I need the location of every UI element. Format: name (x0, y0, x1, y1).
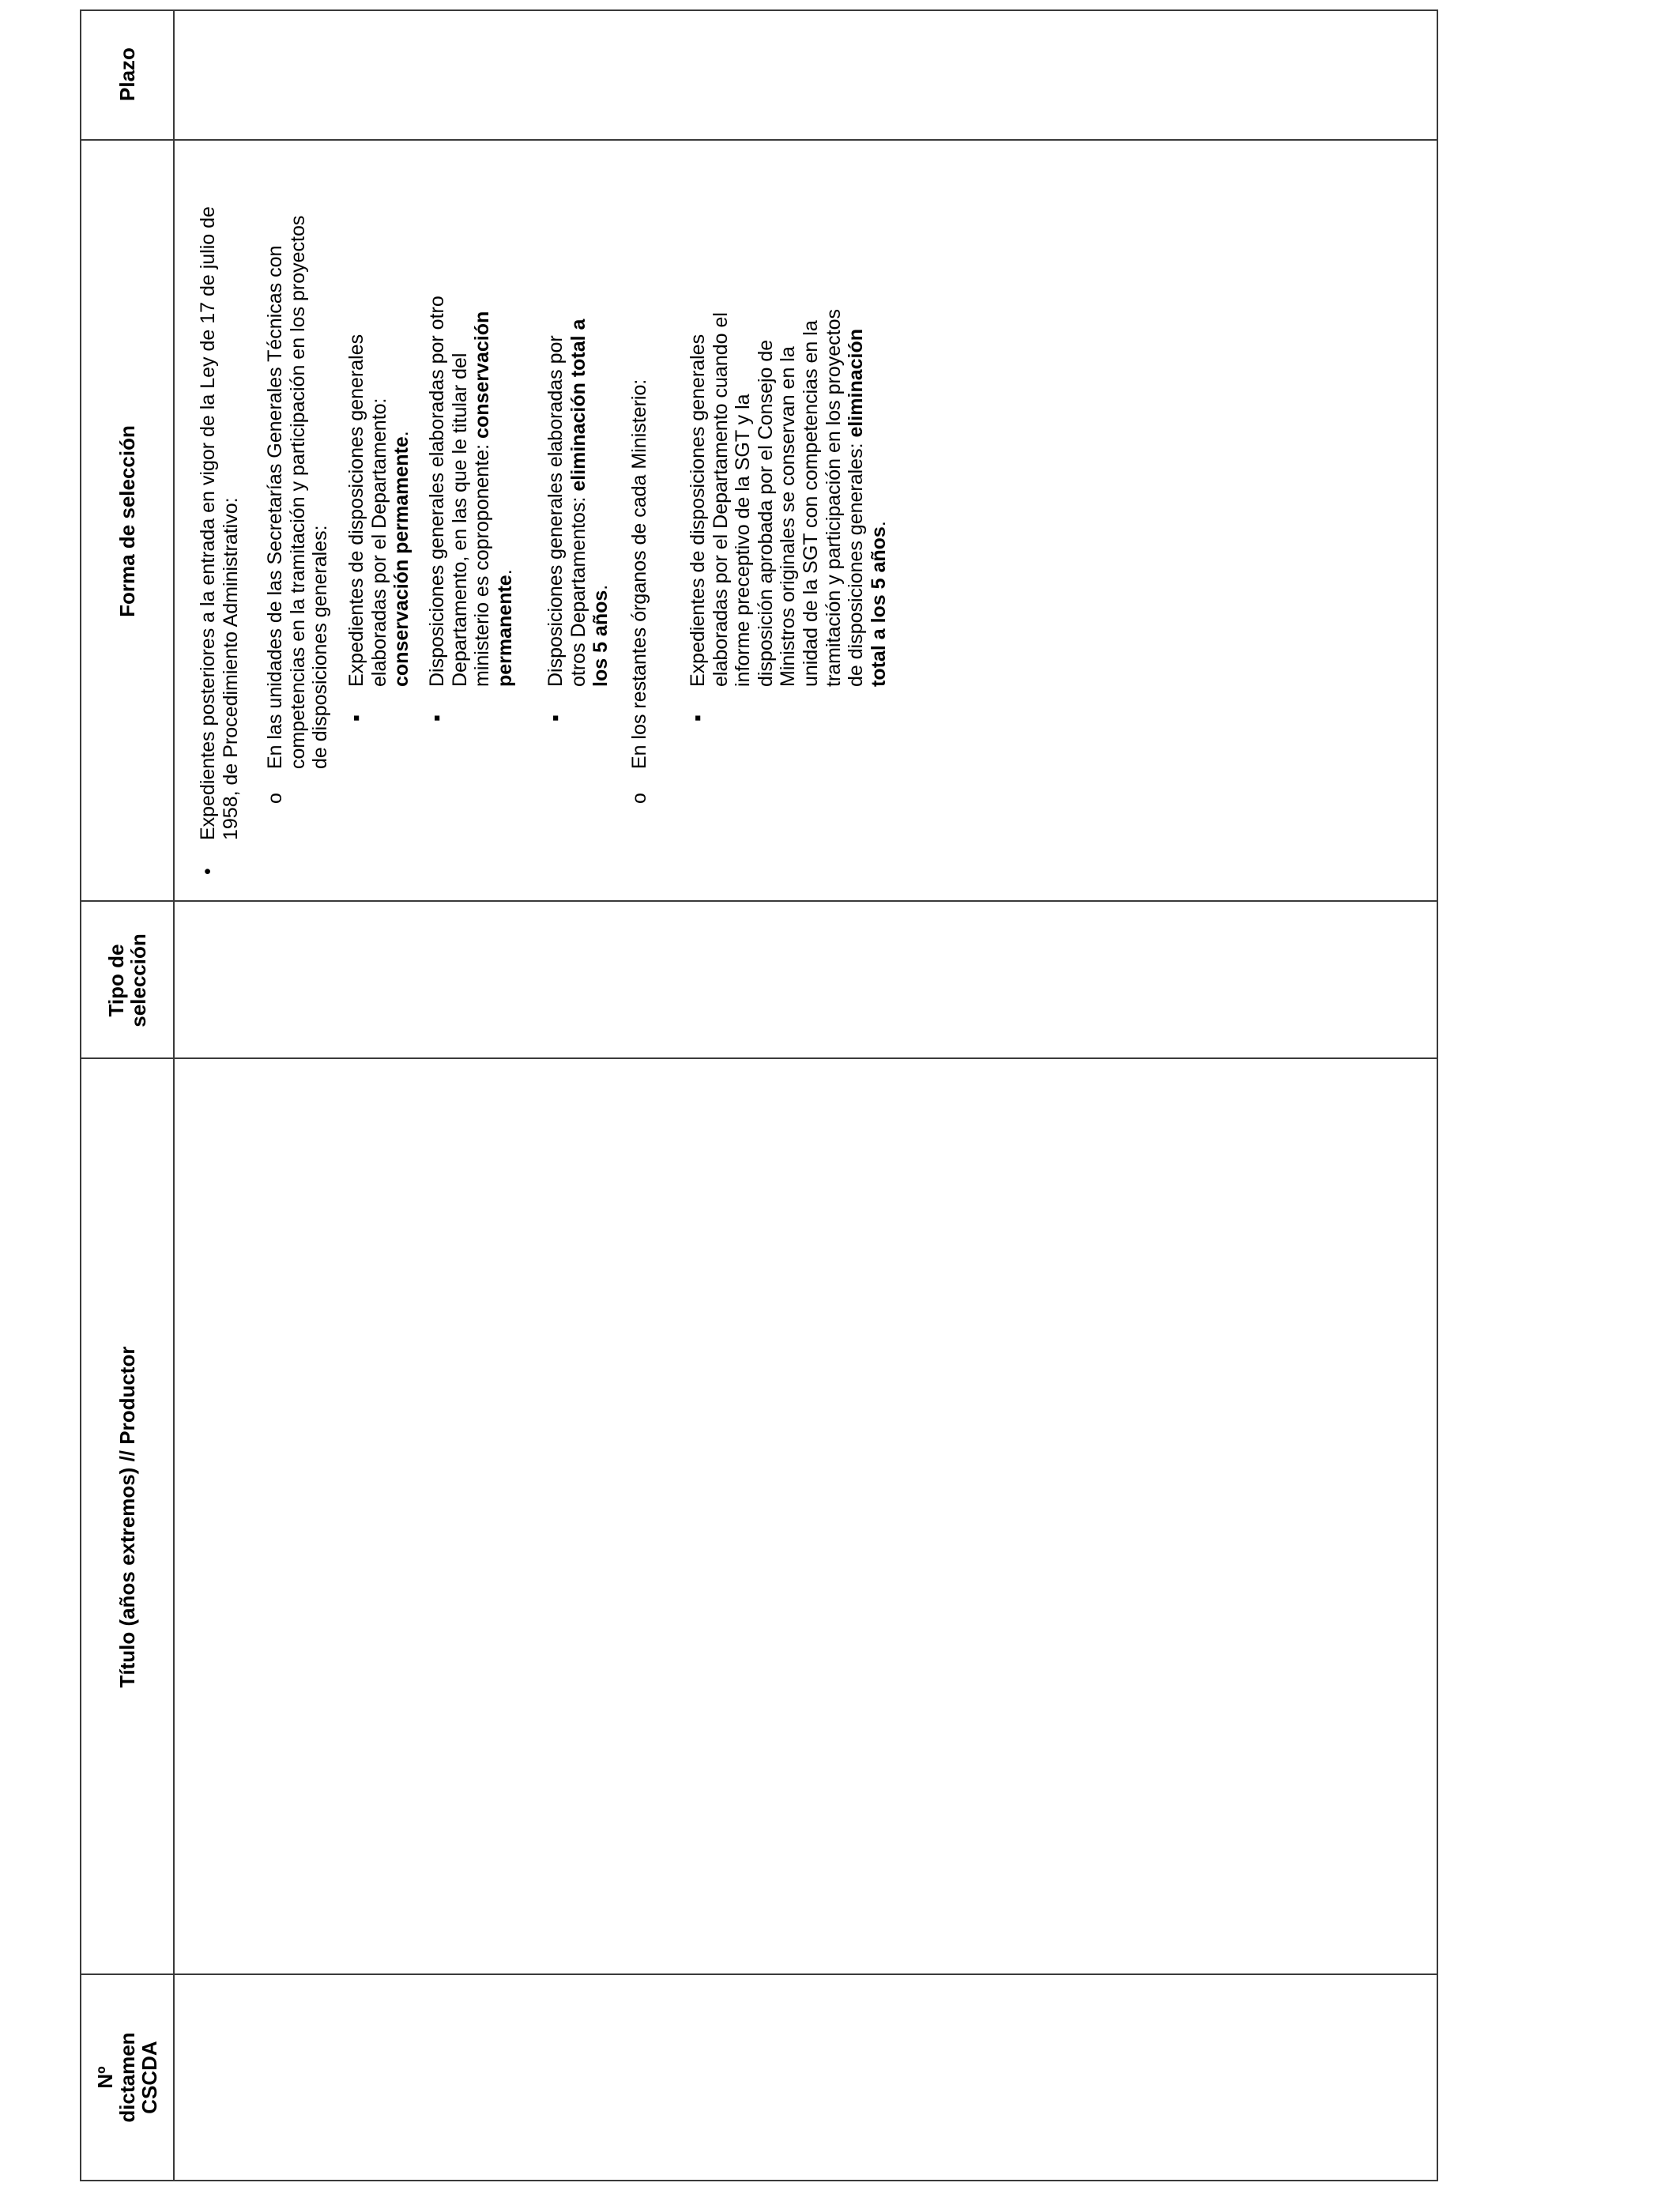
item-text: Disposiciones generales elaboradas por otro Departamento, en las que le titular del ministerio es coproponente: (426, 296, 494, 687)
column-divider (81, 1057, 1437, 1059)
header-forma-seleccion: Forma de selección (115, 425, 139, 617)
forma-seleccion-content (173, 141, 1437, 902)
item-bold-text: conservación permamente (390, 436, 413, 687)
selection-table (80, 9, 1438, 2181)
header-numero-dictamen: Nº dictamen CSCDA (93, 2032, 161, 2123)
item-end: . (390, 431, 413, 437)
item-end: . (493, 569, 516, 575)
header-titulo: Título (años extremos) // Productor (115, 1346, 139, 1688)
circle-bullet-icon: o (628, 793, 650, 804)
group1-item-2 (426, 292, 516, 687)
square-bullet-icon: ▪ (687, 714, 709, 722)
group1-item-1 (345, 292, 413, 687)
item-text: Expedientes de disposiciones generales elaboradas por el Departamento cuando el informe preceptivo de la SGT y la disposición aprobada por el Consejo de Ministros originales se conservan en la unidad de la SGT con competencias en la tramitación y participación en los proyectos de disposiciones generales: (687, 308, 868, 687)
group2-item-1 (687, 292, 890, 687)
group1-item-3 (544, 292, 612, 687)
item-text: Expedientes de disposiciones generales elaboradas por el Departamento: (345, 334, 390, 687)
square-bullet-icon: ▪ (544, 714, 567, 722)
bullet-icon: • (197, 868, 219, 875)
item-end: . (590, 584, 612, 590)
square-bullet-icon: ▪ (345, 714, 367, 722)
header-plazo: Plazo (115, 47, 139, 101)
group2-label: En los restantes órganos de cada Ministerio: (628, 379, 650, 769)
header-tipo-seleccion: Tipo de selección (104, 933, 150, 1027)
item-bold-text: eliminación total a los 5 años (567, 319, 612, 687)
item-text: Disposiciones generales elaboradas por otros Departamentos: (544, 335, 590, 687)
item-bold-text: eliminación total a los 5 años (845, 328, 890, 687)
item-bold-text: conservación permanente (471, 311, 516, 687)
intro-text: Expedientes posteriores a la entrada en vigor de la Ley de 17 de julio de 1958, de Procedimiento Administrativo: (197, 206, 242, 840)
square-bullet-icon: ▪ (426, 714, 448, 722)
item-end: . (867, 521, 890, 527)
group1-label: En las unidades de las Secretarías Generales Técnicas con competencias en la tramitación y participación en los proyectos de disposiciones generales: (264, 215, 332, 769)
column-divider (81, 1973, 1437, 1975)
circle-bullet-icon: o (264, 793, 286, 804)
